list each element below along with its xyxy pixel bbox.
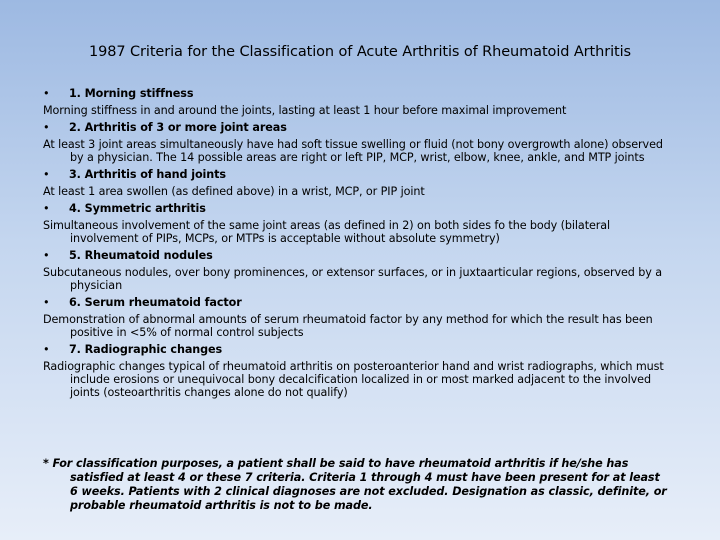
criterion-6-description: Demonstration of abnormal amounts of serum rheumatoid factor by any method for which the result has been positive in <5% of normal control subjects	[43, 313, 653, 339]
criterion-1-heading	[43, 86, 678, 101]
bullet-icon: •	[43, 121, 50, 134]
criterion-heading-text: 7. Radiographic changes	[69, 343, 223, 356]
criterion-2-heading	[43, 120, 678, 135]
criterion-1-description: Morning stiffness in and around the joints, lasting at least 1 hour before maximal improvement	[43, 104, 567, 117]
criterion-5-heading	[43, 248, 678, 263]
criterion-3-description: At least 1 area swollen (as defined above) in a wrist, MCP, or PIP joint	[43, 185, 425, 198]
bullet-icon: •	[43, 296, 50, 309]
criterion-6-heading	[43, 295, 678, 310]
criterion-heading-text: 1. Morning stiffness	[69, 87, 194, 100]
criterion-heading-text: 4. Symmetric arthritis	[69, 202, 206, 215]
criterion-heading-text: 6. Serum rheumatoid factor	[69, 296, 242, 309]
criterion-heading-text: 2. Arthritis of 3 or more joint areas	[69, 121, 287, 134]
bullet-icon: •	[43, 87, 50, 100]
criterion-7-description: Radiographic changes typical of rheumatoid arthritis on posteroanterior hand and wrist radiographs, which must include erosions or unequivocal bony decalcification localized in or most marked adjacent to the involved joints (osteoarthritis changes alone do not qualify)	[43, 360, 664, 399]
classification-footnote: * For classification purposes, a patient shall be said to have rheumatoid arthritis if he/she has satisfied at least 4 or these 7 criteria. Criteria 1 through 4 must have been present for at least 6 weeks. Patients with 2 clinical diagnoses are not excluded. Designation as classic, definite, or probable rheumatoid arthritis is not to be made.	[43, 457, 667, 512]
criterion-7-heading	[43, 342, 678, 357]
criterion-heading-text: 3. Arthritis of hand joints	[69, 168, 226, 181]
bullet-icon: •	[43, 343, 50, 356]
bullet-icon: •	[43, 202, 50, 215]
criterion-5-description: Subcutaneous nodules, over bony prominences, or extensor surfaces, or in juxtaarticular regions, observed by a physician	[43, 266, 662, 292]
criterion-3-heading	[43, 167, 678, 182]
criterion-4-heading	[43, 201, 678, 216]
criterion-heading-text: 5. Rheumatoid nodules	[69, 249, 213, 262]
slide-title: 1987 Criteria for the Classification of Acute Arthritis of Rheumatoid Arthritis	[89, 44, 631, 60]
criteria-list	[43, 86, 678, 402]
criterion-4-description: Simultaneous involvement of the same joint areas (as defined in 2) on both sides fo the body (bilateral involvement of PIPs, MCPs, or MTPs is acceptable without absolute symmetry)	[43, 219, 611, 245]
criterion-2-description: At least 3 joint areas simultaneously have had soft tissue swelling or fluid (not bony overgrowth alone) observed by a physician. The 14 possible areas are right or left PIP, MCP, wrist, elbow, knee, ankle, and MTP joints	[43, 138, 663, 164]
bullet-icon: •	[43, 249, 50, 262]
bullet-icon: •	[43, 168, 50, 181]
